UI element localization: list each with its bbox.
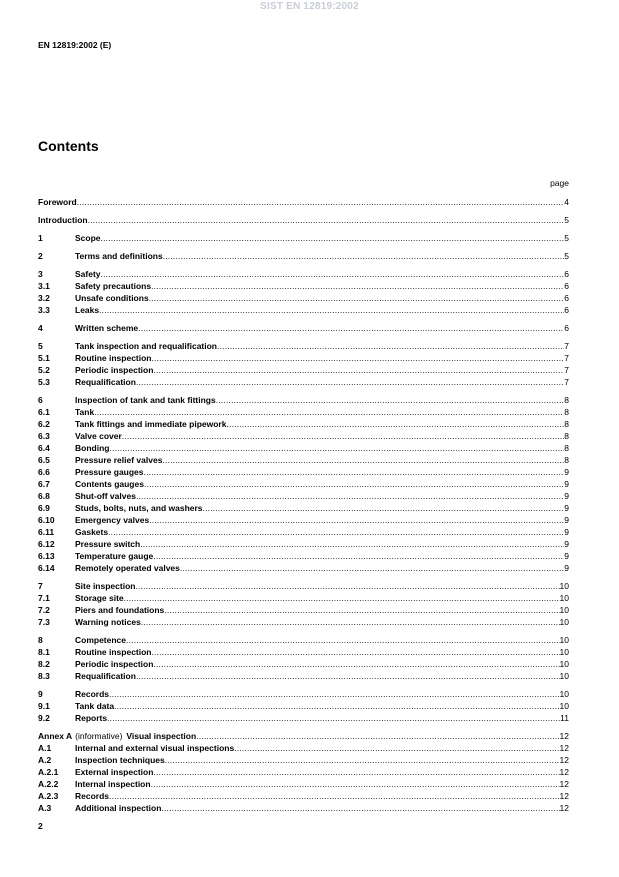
toc-entry-title: Inspection techniques	[75, 755, 165, 765]
toc-entry[interactable]	[38, 454, 569, 466]
toc-leader-dots	[149, 292, 565, 304]
toc-entry-title: Internal and external visual inspections	[75, 743, 235, 753]
toc-entry-page: 9	[564, 467, 569, 477]
toc-entry-number: 5	[38, 341, 43, 351]
toc-leader-dots	[164, 604, 559, 616]
toc-leader-dots	[151, 280, 564, 292]
toc-entry-number: 5.1	[38, 353, 50, 363]
toc-entry-page: 12	[559, 767, 569, 777]
annex-informative: (informative)	[75, 731, 123, 741]
toc-entry-title: Internal inspection	[75, 779, 151, 789]
toc-entry-number: 9.2	[38, 713, 50, 723]
contents-title: Contents	[38, 138, 99, 154]
toc-entry-title: Foreword	[38, 197, 77, 207]
toc-entry[interactable]	[38, 802, 569, 814]
toc-entry-page: 9	[564, 479, 569, 489]
toc-entry[interactable]	[38, 214, 569, 226]
toc-entry-number: 6.1	[38, 407, 50, 417]
toc-leader-dots	[162, 454, 564, 466]
toc-entry-page: 9	[564, 503, 569, 513]
toc-leader-dots	[151, 778, 560, 790]
toc-leader-dots	[165, 754, 560, 766]
toc-leader-dots	[88, 214, 565, 226]
toc-leader-dots	[152, 352, 565, 364]
toc-entry[interactable]	[38, 394, 569, 406]
toc-entry-title: Tank inspection and requalification	[75, 341, 218, 351]
toc-entry-number: 6.13	[38, 551, 55, 561]
toc-entry-title: Leaks	[75, 305, 100, 315]
document-id: EN 12819:2002 (E)	[38, 40, 112, 50]
toc-entry-page: 6	[564, 323, 569, 333]
toc-leader-dots	[161, 802, 559, 814]
toc-entry[interactable]	[38, 634, 569, 646]
toc-leader-dots	[126, 634, 560, 646]
toc-entry-title: Temperature gauge	[75, 551, 154, 561]
toc-entry-number: 6.10	[38, 515, 55, 525]
toc-entry-number: 6.4	[38, 443, 50, 453]
toc-leader-dots	[196, 730, 559, 742]
toc-leader-dots	[140, 538, 564, 550]
toc-entry-title: Contents gauges	[75, 479, 144, 489]
toc-entry[interactable]	[38, 646, 569, 658]
toc-entry-number: A.1	[38, 743, 52, 753]
toc-entry-number: 6	[38, 395, 43, 405]
toc-entry-page: 9	[564, 515, 569, 525]
toc-entry-title: Unsafe conditions	[75, 293, 149, 303]
toc-leader-dots	[180, 562, 564, 574]
toc-entry[interactable]	[38, 364, 569, 376]
toc-entry-number: 3.1	[38, 281, 50, 291]
toc-leader-dots	[138, 322, 564, 334]
toc-entry-number: 2	[38, 251, 43, 261]
toc-entry-title: Additional inspection	[75, 803, 162, 813]
toc-entry-number: 8.3	[38, 671, 50, 681]
toc-leader-dots	[109, 442, 564, 454]
toc-entry-title: Emergency valves	[75, 515, 150, 525]
toc-entry-number: 7.2	[38, 605, 50, 615]
toc-entry-page: 12	[559, 791, 569, 801]
toc-entry[interactable]	[38, 616, 569, 628]
toc-entry-title: Requalification	[75, 671, 136, 681]
toc-entry-title: Pressure gauges	[75, 467, 144, 477]
toc-entry-title: Periodic inspection	[75, 659, 154, 669]
toc-entry-title: Scope	[75, 233, 101, 243]
toc-leader-dots	[203, 502, 565, 514]
toc-entry-page: 5	[564, 215, 569, 225]
toc-entry-page: 7	[564, 377, 569, 387]
toc-entry-page: 11	[560, 713, 569, 723]
toc-leader-dots	[135, 580, 559, 592]
toc-entry[interactable]	[38, 280, 569, 292]
toc-entry-number: A.2.2	[38, 779, 59, 789]
toc-entry-number: 6.7	[38, 479, 50, 489]
toc-entry-page: 10	[559, 659, 569, 669]
toc-entry-page: 8	[564, 455, 569, 465]
toc-leader-dots	[153, 550, 564, 562]
toc-leader-dots	[136, 490, 564, 502]
toc-entry-title: Remotely operated valves	[75, 563, 180, 573]
toc-leader-dots	[136, 376, 564, 388]
toc-leader-dots	[122, 430, 564, 442]
toc-leader-dots	[163, 250, 565, 262]
toc-leader-dots	[136, 670, 560, 682]
toc-entry-title: Gaskets	[75, 527, 109, 537]
toc-entry-title: Tank data	[75, 701, 115, 711]
toc-entry[interactable]	[38, 514, 569, 526]
toc-entry-number: 6.2	[38, 419, 50, 429]
toc-entry-page: 6	[564, 293, 569, 303]
toc-entry-title: Records	[75, 791, 110, 801]
toc-entry[interactable]	[38, 670, 569, 682]
toc-entry[interactable]	[38, 550, 569, 562]
toc-leader-dots	[144, 466, 565, 478]
toc-entry-title: Pressure relief valves	[75, 455, 163, 465]
toc-entry-title: Storage site	[75, 593, 124, 603]
toc-entry[interactable]	[38, 304, 569, 316]
toc-entry-number: 6.8	[38, 491, 50, 501]
toc-entry-page: 9	[564, 551, 569, 561]
toc-entry-number: 8	[38, 635, 43, 645]
toc-entry-page: 8	[564, 419, 569, 429]
toc-entry-title: Warning notices	[75, 617, 141, 627]
toc-entry-title: Piers and foundations	[75, 605, 165, 615]
toc-entry[interactable]	[38, 250, 569, 262]
toc-entry-title: Routine inspection	[75, 353, 152, 363]
toc-entry[interactable]	[38, 406, 569, 418]
toc-entry-number: 5.3	[38, 377, 50, 387]
toc-entry-number: A.2.3	[38, 791, 59, 801]
toc-entry-title: Routine inspection	[75, 647, 152, 657]
toc-entry-title: Periodic inspection	[75, 365, 154, 375]
toc-entry-page: 10	[559, 647, 569, 657]
toc-entry[interactable]	[38, 502, 569, 514]
toc-leader-dots	[216, 394, 565, 406]
toc-entry[interactable]	[38, 604, 569, 616]
toc-entry-page: 8	[564, 431, 569, 441]
toc-leader-dots	[149, 514, 564, 526]
toc-leader-dots	[153, 364, 564, 376]
toc-entry-page: 12	[559, 803, 569, 813]
toc-entry-number: 3.2	[38, 293, 50, 303]
toc-entry-title: External inspection	[75, 767, 154, 777]
toc-entry[interactable]	[38, 352, 569, 364]
toc-leader-dots	[153, 766, 559, 778]
toc-entry-title: Tank fittings and immediate pipework	[75, 419, 227, 429]
toc-leader-dots	[226, 418, 564, 430]
toc-entry-number: 6.9	[38, 503, 50, 513]
toc-entry-page: 7	[564, 341, 569, 351]
toc-entry-number: 6.14	[38, 563, 55, 573]
toc-entry-page: 12	[559, 731, 569, 741]
toc-entry-page: 6	[564, 305, 569, 315]
toc-entry-number: 4	[38, 323, 43, 333]
toc-entry-page: 9	[564, 563, 569, 573]
toc-entry[interactable]	[38, 778, 569, 790]
toc-entry[interactable]	[38, 538, 569, 550]
toc-entry-title: Studs, bolts, nuts, and washers	[75, 503, 203, 513]
toc-entry-page: 9	[564, 491, 569, 501]
annex-label: Annex A	[38, 731, 73, 741]
toc-entry-number: 6.5	[38, 455, 50, 465]
toc-entry-number: 8.1	[38, 647, 50, 657]
toc-leader-dots	[152, 646, 560, 658]
toc-entry[interactable]	[38, 466, 569, 478]
toc-entry[interactable]	[38, 580, 569, 592]
toc-leader-dots	[109, 790, 560, 802]
toc-entry-title: Shut-off valves	[75, 491, 136, 501]
toc-entry[interactable]	[38, 526, 569, 538]
toc-entry-number: A.2.1	[38, 767, 59, 777]
toc-entry-title: Written scheme	[75, 323, 139, 333]
toc-entry-page: 12	[559, 755, 569, 765]
toc-entry-title: Reports	[75, 713, 108, 723]
toc-entry-page: 8	[564, 395, 569, 405]
toc-entry[interactable]	[38, 442, 569, 454]
toc-entry-page: 10	[559, 635, 569, 645]
toc-entry[interactable]	[38, 196, 569, 208]
toc-entry-title: Valve cover	[75, 431, 122, 441]
toc-annex-heading[interactable]	[38, 730, 569, 742]
toc-leader-dots	[94, 406, 564, 418]
toc-entry-page: 6	[564, 281, 569, 291]
toc-entry[interactable]	[38, 430, 569, 442]
toc-entry-page: 8	[564, 407, 569, 417]
toc-entry-title: Site inspection	[75, 581, 136, 591]
toc-entry-number: 6.6	[38, 467, 50, 477]
toc-entry-number: 9	[38, 689, 43, 699]
toc-entry[interactable]	[38, 268, 569, 280]
toc-entry-title: Safety	[75, 269, 101, 279]
toc-entry-title: Requalification	[75, 377, 136, 387]
toc-entry-number: A.3	[38, 803, 52, 813]
toc-leader-dots	[234, 742, 559, 754]
toc-entry-page: 9	[564, 539, 569, 549]
annex-title: Visual inspection	[126, 731, 197, 741]
table-of-contents	[38, 196, 569, 814]
toc-leader-dots	[101, 268, 565, 280]
toc-entry[interactable]	[38, 376, 569, 388]
toc-entry[interactable]	[38, 658, 569, 670]
toc-leader-dots	[124, 592, 560, 604]
toc-leader-dots	[144, 478, 564, 490]
toc-entry-page: 4	[564, 197, 569, 207]
toc-entry-page: 10	[559, 617, 569, 627]
toc-entry[interactable]	[38, 322, 569, 334]
toc-entry-number: 7	[38, 581, 43, 591]
toc-entry[interactable]	[38, 478, 569, 490]
toc-entry-number: 3.3	[38, 305, 50, 315]
toc-entry-number: 7.3	[38, 617, 50, 627]
toc-entry-page: 10	[559, 593, 569, 603]
toc-entry-number: 1	[38, 233, 43, 243]
toc-entry-number: 5.2	[38, 365, 50, 375]
toc-entry[interactable]	[38, 742, 569, 754]
toc-entry-title: Records	[75, 689, 110, 699]
toc-entry-title: Tank	[75, 407, 95, 417]
toc-entry-number: 8.2	[38, 659, 50, 669]
toc-entry[interactable]	[38, 592, 569, 604]
toc-entry-page: 5	[564, 251, 569, 261]
toc-leader-dots	[217, 340, 564, 352]
toc-entry-number: A.2	[38, 755, 52, 765]
toc-entry-number: 6.12	[38, 539, 55, 549]
toc-entry-number: 9.1	[38, 701, 50, 711]
page-number: 2	[38, 821, 43, 831]
toc-entry-page: 8	[564, 443, 569, 453]
toc-leader-dots	[108, 526, 564, 538]
toc-entry-page: 12	[559, 779, 569, 789]
toc-entry-page: 9	[564, 527, 569, 537]
toc-leader-dots	[141, 616, 560, 628]
toc-entry[interactable]	[38, 562, 569, 574]
toc-entry-page: 6	[564, 269, 569, 279]
toc-entry[interactable]	[38, 754, 569, 766]
toc-entry-page: 7	[564, 365, 569, 375]
toc-entry[interactable]	[38, 790, 569, 802]
toc-entry-number: 3	[38, 269, 43, 279]
toc-entry-page: 10	[559, 689, 569, 699]
toc-entry-number: 6.3	[38, 431, 50, 441]
toc-leader-dots	[114, 700, 559, 712]
toc-entry-page: 10	[559, 671, 569, 681]
toc-entry[interactable]	[38, 232, 569, 244]
toc-leader-dots	[153, 658, 559, 670]
toc-entry-page: 10	[559, 701, 569, 711]
toc-entry-page: 10	[559, 581, 569, 591]
toc-leader-dots	[101, 232, 565, 244]
watermark: SIST EN 12819:2002	[260, 1, 359, 12]
toc-entry[interactable]	[38, 418, 569, 430]
toc-entry-title: Terms and definitions	[75, 251, 163, 261]
toc-entry-page: 10	[559, 605, 569, 615]
toc-entry-title: Pressure switch	[75, 539, 141, 549]
toc-entry-number: 6.11	[38, 527, 55, 537]
toc-entry-page: 12	[559, 743, 569, 753]
page-column-header: page	[550, 178, 569, 188]
toc-entry-title: Bonding	[75, 443, 110, 453]
toc-entry[interactable]	[38, 700, 569, 712]
toc-entry[interactable]	[38, 712, 569, 724]
toc-leader-dots	[77, 196, 565, 208]
toc-entry[interactable]	[38, 766, 569, 778]
toc-leader-dots	[107, 712, 560, 724]
toc-entry[interactable]	[38, 340, 569, 352]
toc-entry[interactable]	[38, 292, 569, 304]
toc-leader-dots	[99, 304, 564, 316]
toc-entry-number: 7.1	[38, 593, 50, 603]
toc-leader-dots	[109, 688, 560, 700]
toc-entry-title: Introduction	[38, 215, 88, 225]
toc-entry-title: Inspection of tank and tank fittings	[75, 395, 216, 405]
toc-entry-title: Competence	[75, 635, 127, 645]
toc-entry-page: 5	[564, 233, 569, 243]
toc-entry[interactable]	[38, 688, 569, 700]
toc-entry-page: 7	[564, 353, 569, 363]
toc-entry-title: Safety precautions	[75, 281, 152, 291]
toc-entry[interactable]	[38, 490, 569, 502]
